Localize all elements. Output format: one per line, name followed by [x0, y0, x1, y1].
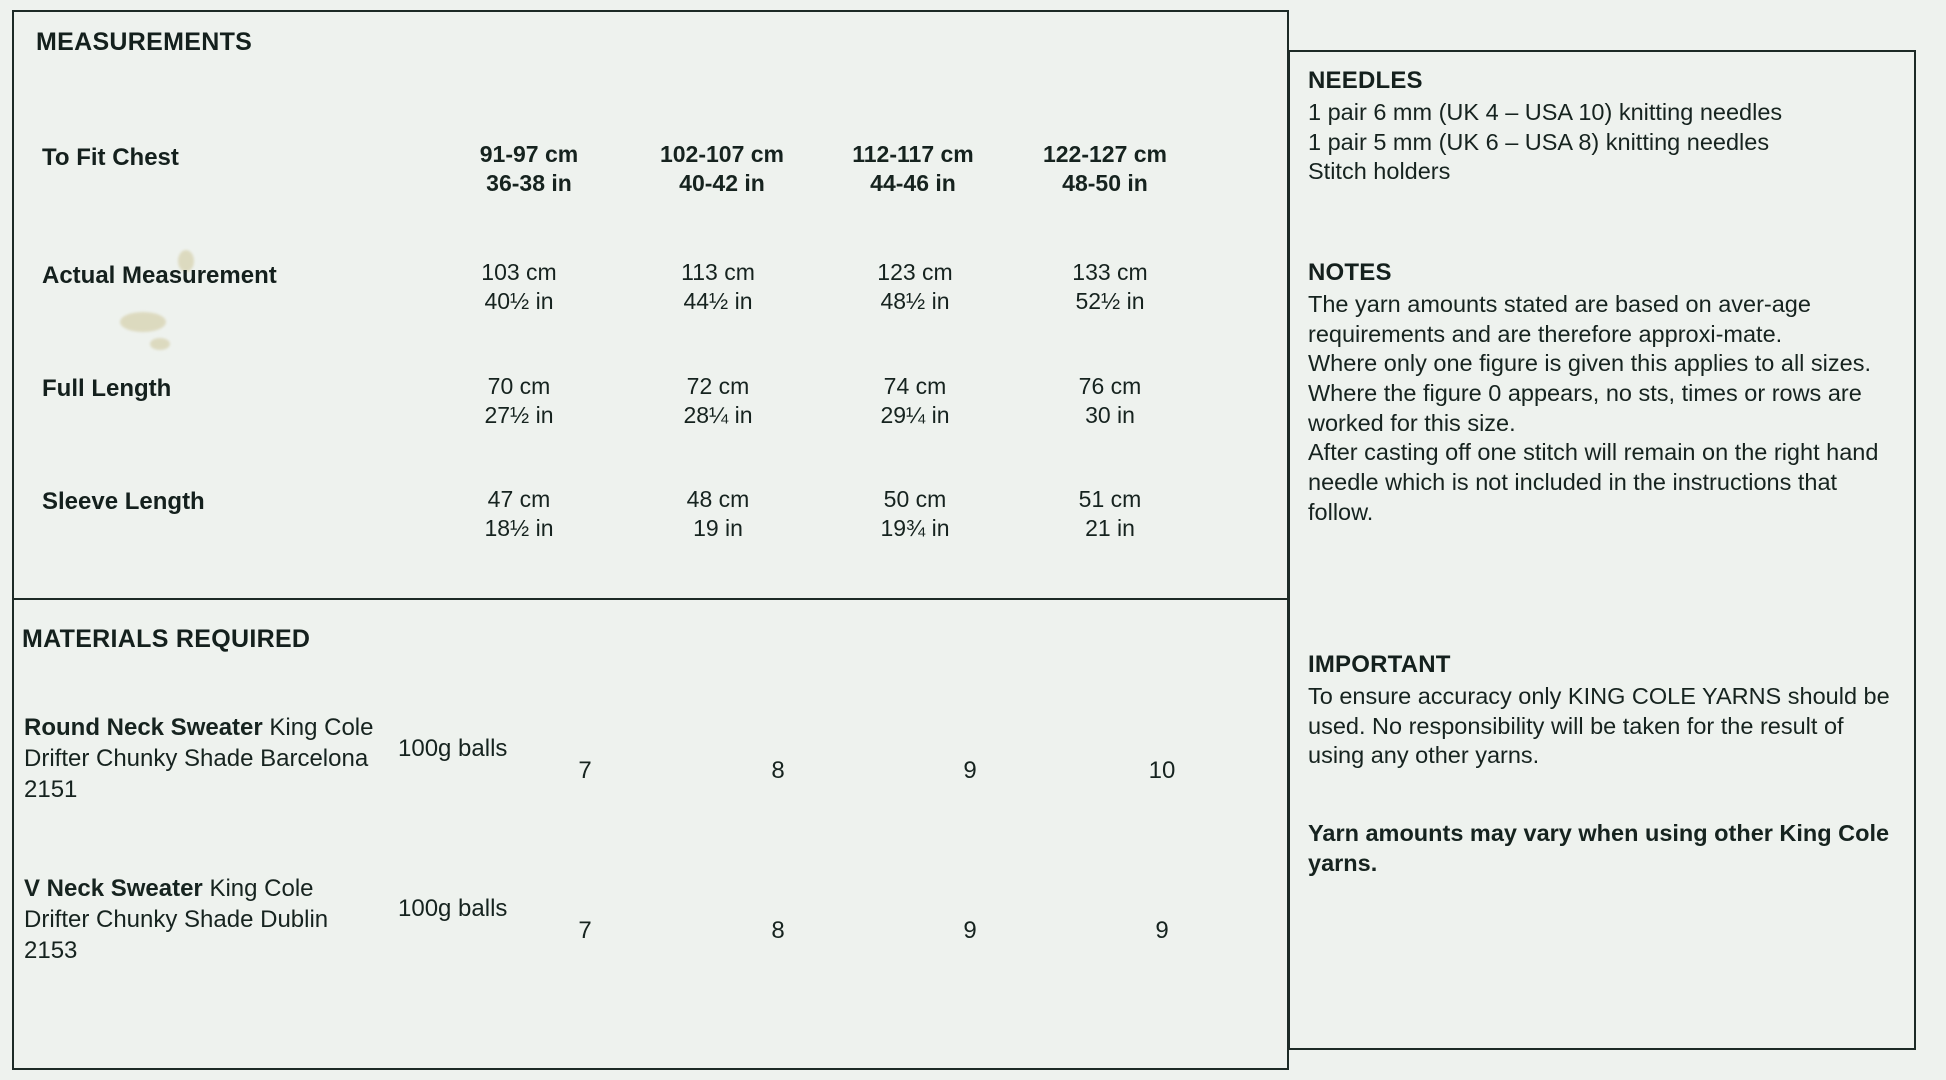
section-divider: [12, 598, 1289, 600]
measurement-cell: 72 cm 28¼ in: [683, 373, 753, 428]
measurement-cell: 50 cm 19¾ in: [880, 486, 950, 541]
measurement-cell: 113 cm 44½ in: [681, 259, 755, 314]
material-quantity: 8: [771, 917, 785, 944]
measurement-cell: 103 cm 40½ in: [481, 259, 557, 314]
row-label-full-length: Full Length: [42, 375, 172, 402]
notes-line: Where the figure 0 appears, no sts, times or rows are worked for this size.: [1308, 380, 1862, 436]
important-heading: IMPORTANT: [1308, 651, 1451, 678]
notes-line: The yarn amounts stated are based on aver-age requirements and are therefore approxi-mate.: [1308, 291, 1811, 347]
size-column-header: 91-97 cm 36-38 in: [479, 141, 579, 196]
measurement-cell: 76 cm 30 in: [1078, 373, 1142, 428]
measurements-heading: MEASUREMENTS: [36, 28, 253, 56]
row-label-actual-measurement: Actual Measurement: [42, 262, 277, 289]
material-unit: 100g balls: [398, 735, 508, 762]
important-section: [1308, 650, 1898, 771]
material-name-bold: V Neck Sweater: [24, 875, 203, 902]
material-name-rest: King Cole Drifter Chunky Shade Dublin 2153: [24, 875, 329, 965]
needles-line: 1 pair 6 mm (UK 4 – USA 10) knitting needles: [1308, 99, 1783, 126]
notes-heading: NOTES: [1308, 259, 1392, 286]
size-column-header: 112-117 cm 44-46 in: [852, 141, 974, 196]
material-quantity: 8: [771, 757, 785, 784]
material-unit: 100g balls: [398, 895, 508, 922]
material-name: [24, 873, 384, 967]
needles-line: 1 pair 5 mm (UK 6 – USA 8) knitting needles: [1308, 128, 1770, 155]
measurement-cell: 133 cm 52½ in: [1072, 259, 1148, 314]
measurement-cell: 48 cm 19 in: [686, 486, 750, 541]
measurement-cell: 74 cm 29¼ in: [880, 373, 950, 428]
measurement-cell: 47 cm 18½ in: [484, 486, 554, 541]
right-panel-border: [1288, 50, 1916, 1050]
size-column-header: 102-107 cm 40-42 in: [659, 141, 785, 196]
important-body: To ensure accuracy only KING COLE YARNS should be used. No responsibility will be taken for the result of using any other yarns.: [1308, 683, 1890, 769]
measurement-cell: 51 cm 21 in: [1078, 486, 1142, 541]
material-name-rest: King Cole Drifter Chunky Shade Barcelona 2151: [24, 714, 374, 804]
material-name: [24, 712, 384, 806]
material-quantity: 7: [578, 757, 592, 784]
measurement-cell: 123 cm 48½ in: [877, 259, 953, 314]
notes-section: [1308, 258, 1898, 527]
row-label-sleeve-length: Sleeve Length: [42, 488, 205, 515]
size-column-header: 122-127 cm 48-50 in: [1042, 141, 1168, 196]
material-quantity: 9: [963, 917, 977, 944]
needles-line: Stitch holders: [1308, 158, 1451, 185]
needles-section: [1308, 66, 1898, 187]
material-quantity: 9: [963, 757, 977, 784]
paper-mark: [150, 338, 170, 350]
measurement-cell: 70 cm 27½ in: [484, 373, 554, 428]
needles-heading: NEEDLES: [1308, 67, 1423, 94]
material-quantity: 9: [1155, 917, 1169, 944]
material-quantity: 10: [1148, 757, 1176, 784]
materials-heading: MATERIALS REQUIRED: [22, 625, 311, 653]
material-name-bold: Round Neck Sweater: [24, 714, 263, 741]
yarn-variation-note: Yarn amounts may vary when using other King Cole yarns.: [1308, 820, 1890, 877]
paper-mark: [120, 312, 166, 332]
row-label-to-fit-chest: To Fit Chest: [42, 144, 179, 171]
material-quantity: 7: [578, 917, 592, 944]
notes-line: Where only one figure is given this applies to all sizes.: [1308, 350, 1871, 377]
notes-line: After casting off one stitch will remain on the right hand needle which is not included in the instructions that follow.: [1308, 439, 1879, 525]
